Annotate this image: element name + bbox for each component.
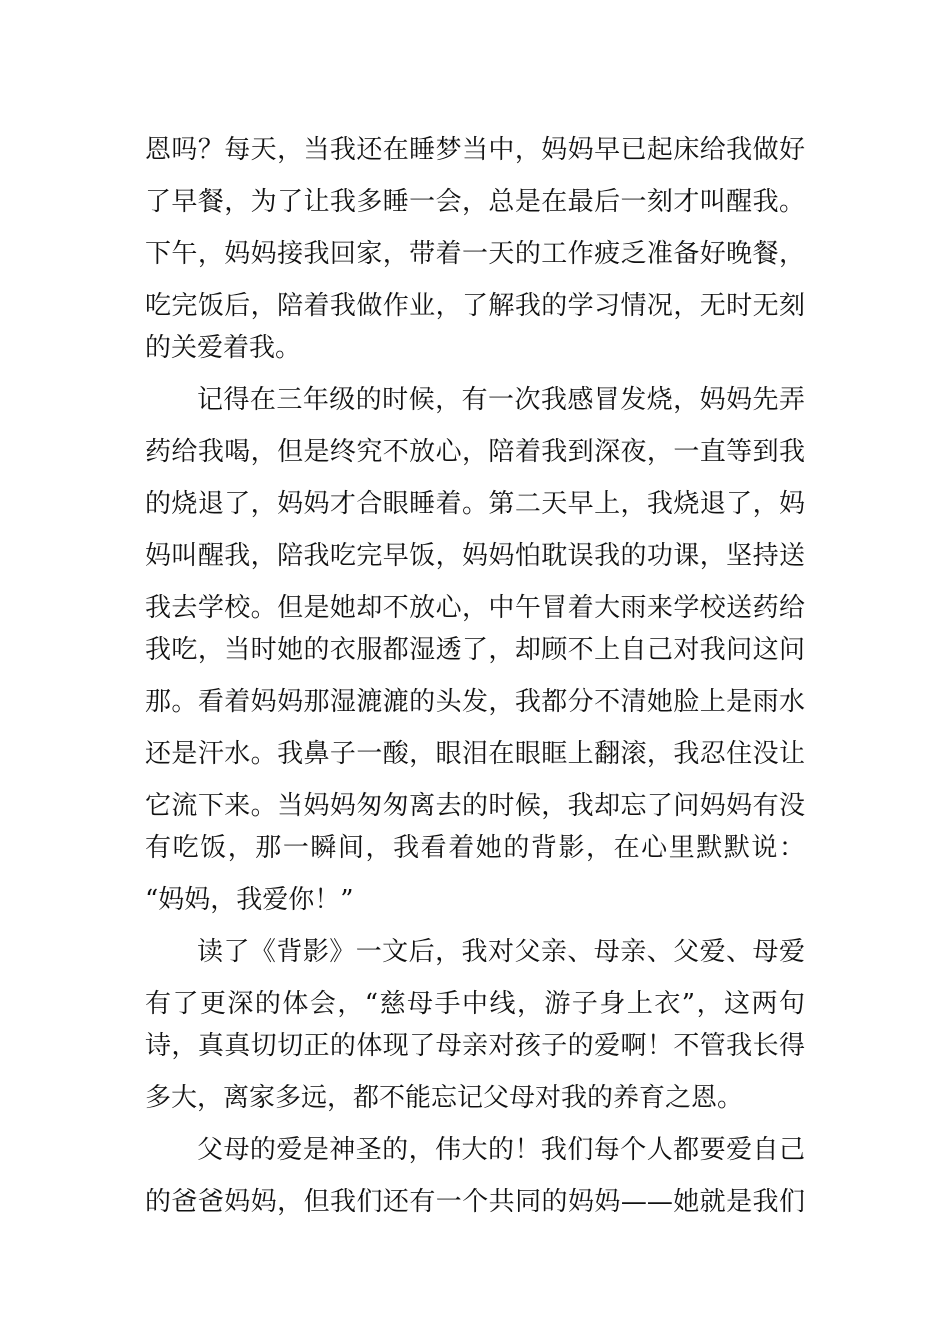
text-line: 吃完饭后，陪着我做作业，了解我的学习情况，无时无刻 bbox=[145, 291, 805, 321]
text-line: 多大，离家多远，都不能忘记父母对我的养育之恩。 bbox=[145, 1083, 744, 1113]
text-line: 了早餐，为了让我多睡一会，总是在最后一刻才叫醒我。 bbox=[145, 187, 805, 217]
text-line: 我吃，当时她的衣服都湿透了，却顾不上自己对我问这问 bbox=[145, 635, 805, 665]
text-line: 药给我喝，但是终究不放心，陪着我到深夜，一直等到我 bbox=[145, 437, 805, 467]
text-line: “妈妈，我爱你！” bbox=[145, 885, 354, 915]
paragraph-first-line: 父母的爱是神圣的，伟大的！我们每个人都要爱自己 bbox=[197, 1135, 805, 1165]
paragraph-first-line: 记得在三年级的时候，有一次我感冒发烧，妈妈先弄 bbox=[197, 385, 805, 415]
text-line: 妈叫醒我，陪我吃完早饭，妈妈怕耽误我的功课，坚持送 bbox=[145, 541, 805, 571]
text-line: 有吃饭，那一瞬间，我看着她的背影，在心里默默说： bbox=[145, 833, 805, 863]
text-line: 的爸爸妈妈，但我们还有一个共同的妈妈——她就是我们 bbox=[145, 1187, 805, 1217]
text-line: 我去学校。但是她却不放心，中午冒着大雨来学校送药给 bbox=[145, 593, 805, 623]
text-line: 有了更深的体会，“慈母手中线，游子身上衣”，这两句 bbox=[145, 989, 805, 1019]
text-line: 它流下来。当妈妈匆匆离去的时候，我却忘了问妈妈有没 bbox=[145, 791, 805, 821]
paragraph-first-line: 读了《背影》一文后，我对父亲、母亲、父爱、母爱 bbox=[197, 937, 805, 967]
text-line: 还是汗水。我鼻子一酸，眼泪在眼眶上翻滚，我忍住没让 bbox=[145, 739, 805, 769]
text-line: 的烧退了，妈妈才合眼睡着。第二天早上，我烧退了，妈 bbox=[145, 489, 805, 519]
text-line: 下午，妈妈接我回家，带着一天的工作疲乏准备好晚餐， bbox=[145, 239, 805, 269]
text-line: 诗，真真切切正的体现了母亲对孩子的爱啊！不管我长得 bbox=[145, 1031, 805, 1061]
text-line: 那。看着妈妈那湿漉漉的头发，我都分不清她脸上是雨水 bbox=[145, 687, 805, 717]
text-line: 的关爱着我。 bbox=[145, 333, 302, 363]
text-line: 恩吗？每天，当我还在睡梦当中，妈妈早已起床给我做好 bbox=[145, 135, 805, 165]
